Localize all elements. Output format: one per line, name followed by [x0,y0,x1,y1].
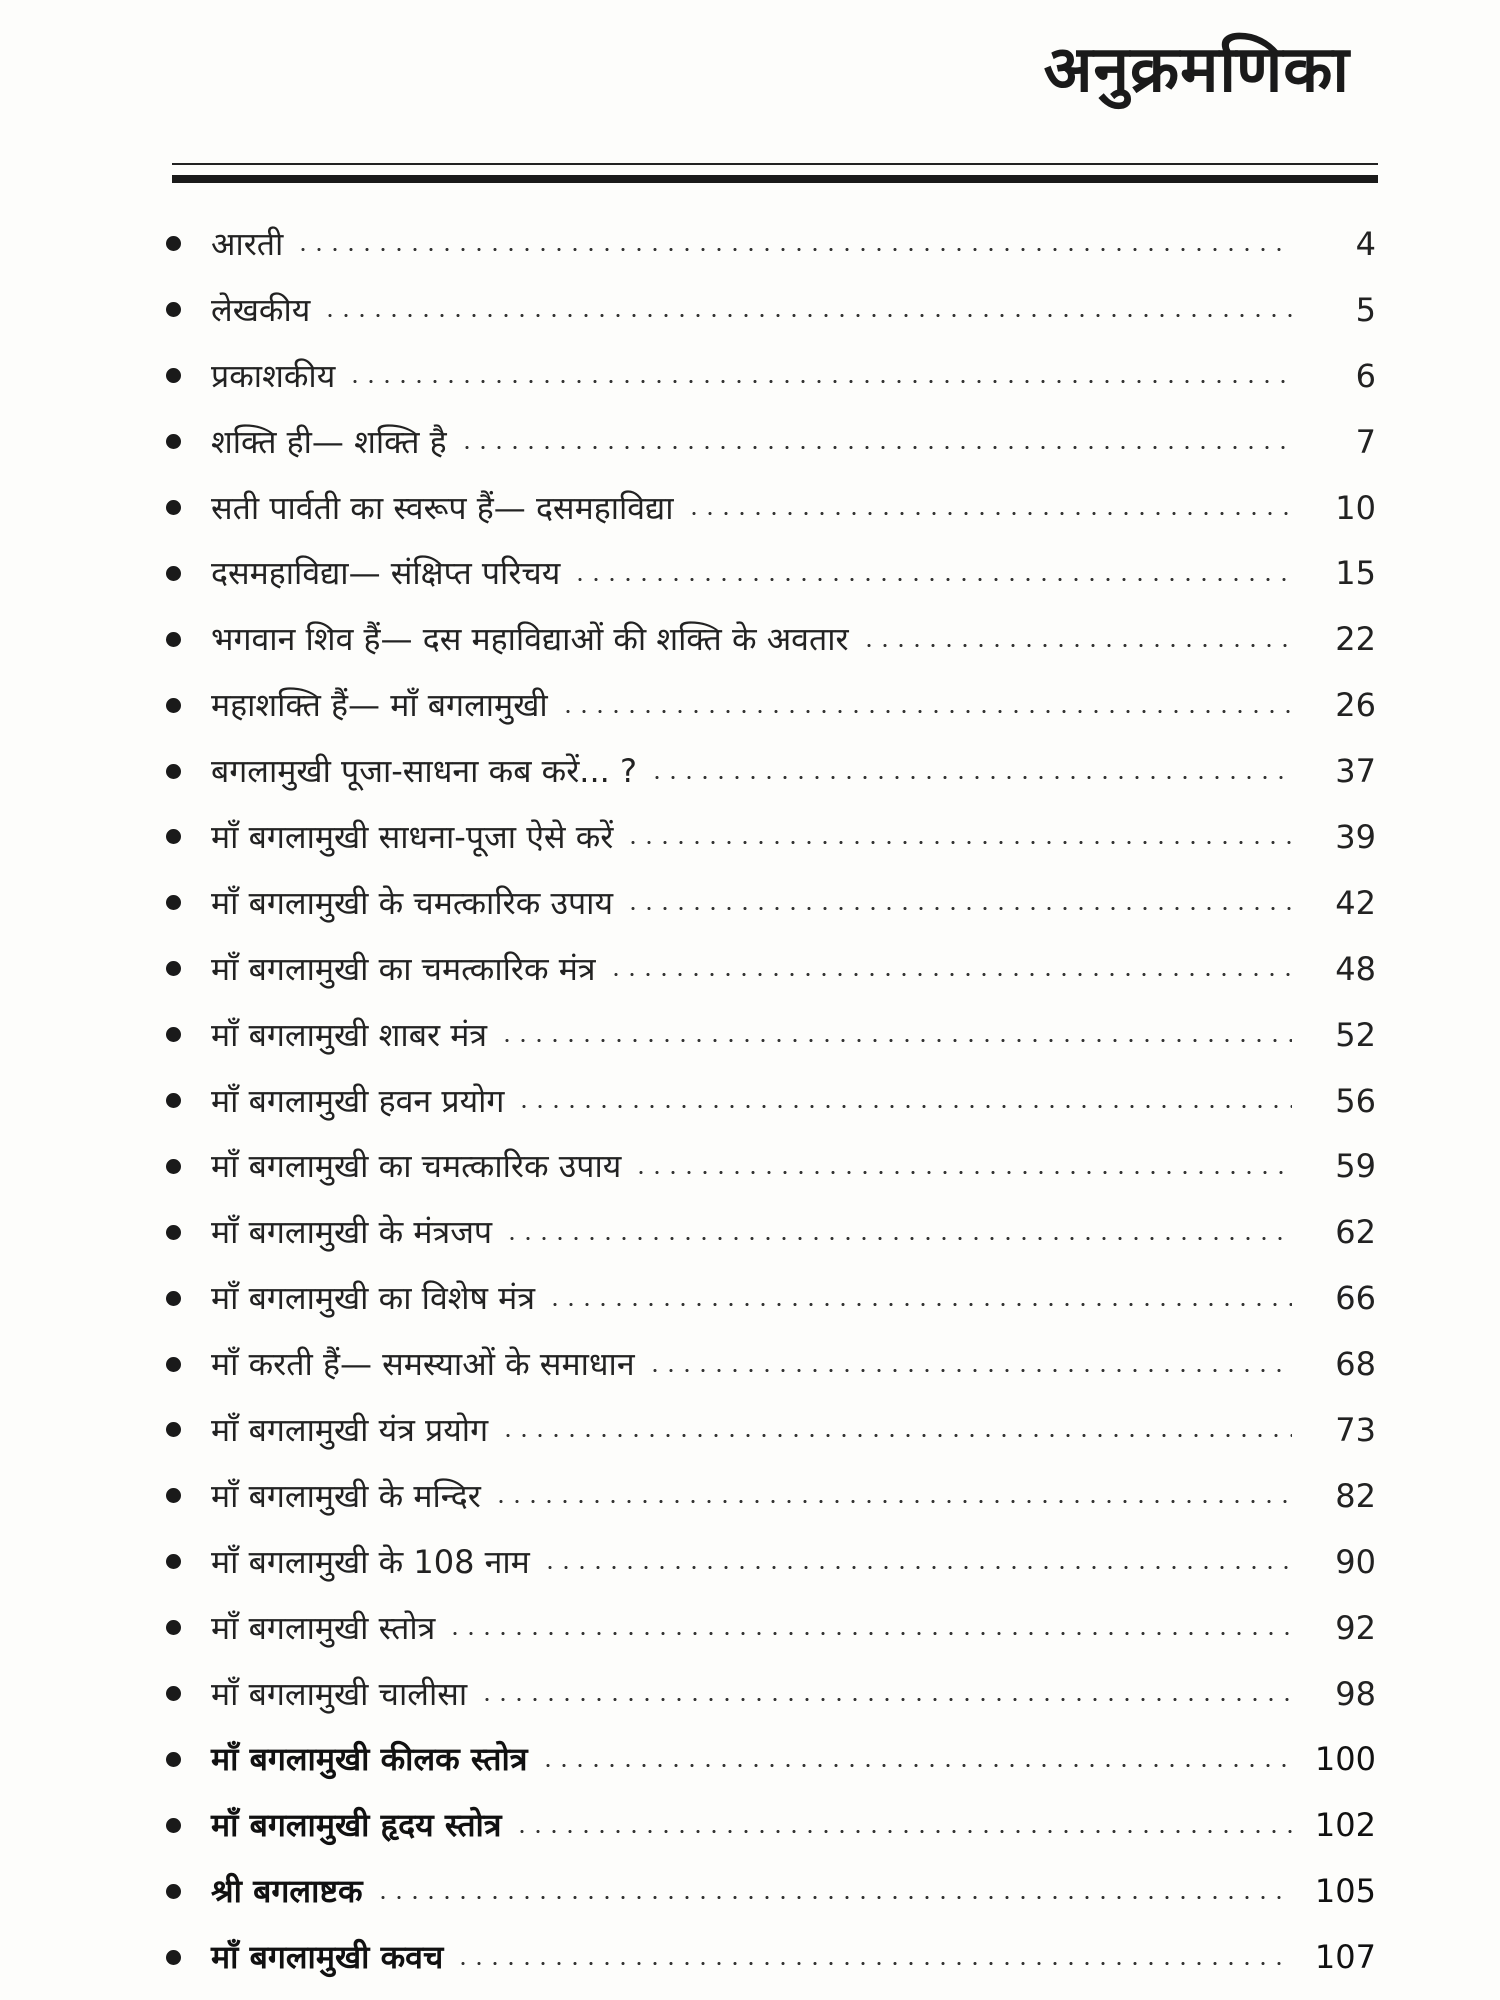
toc-entry-title: माँ बगलामुखी के मन्दिर [211,1476,481,1515]
toc-entry [166,1331,1376,1397]
toc-entry [166,1265,1376,1331]
bullet-icon [166,1488,181,1503]
page-title: अनुक्रमणिका [1043,33,1350,107]
toc-entry [166,1068,1376,1134]
bullet-icon [166,829,181,844]
toc-entry-page-number: 26 [1335,686,1376,725]
bullet-icon [166,434,181,449]
bullet-icon [166,1818,181,1833]
toc-entry-title: भगवान शिव हैं— दस महाविद्याओं की शक्ति के अवतार [211,620,849,659]
toc-entry-page-number: 90 [1335,1542,1376,1581]
toc-entry-page-number: 48 [1335,949,1376,988]
bullet-icon [166,698,181,713]
toc-entry [166,1002,1376,1068]
toc-entry-page-number: 92 [1335,1608,1376,1647]
toc-entry-page-number: 56 [1335,1081,1376,1120]
bullet-icon [166,961,181,976]
dot-leader [540,1764,1293,1767]
toc-entry-title: लेखकीय [211,290,311,329]
dot-leader [455,1962,1292,1965]
toc-entry-title: दसमहाविद्या— संक्षिप्त परिचय [211,554,561,593]
dot-leader [649,776,1292,779]
toc-entry [166,1924,1376,1990]
toc-entry [166,1397,1376,1463]
dot-leader [493,1500,1292,1503]
bullet-icon [166,1357,181,1372]
toc-entry-page-number: 73 [1335,1410,1376,1449]
dot-leader [633,1171,1292,1174]
dot-leader [479,1698,1292,1701]
bullet-icon [166,1686,181,1701]
toc-entry [166,936,1376,1002]
toc-entry [166,804,1376,870]
toc-entry-page-number: 107 [1314,1938,1376,1977]
toc-entry-title: माँ बगलामुखी चालीसा [211,1674,468,1713]
toc-entry-page-number: 68 [1335,1345,1376,1384]
toc-entry [166,1463,1376,1529]
toc-entry-page-number: 100 [1314,1740,1376,1779]
bullet-icon [166,1291,181,1306]
toc-entry-page-number: 66 [1335,1279,1376,1318]
toc-entry-title: माँ बगलामुखी के मंत्रजप [211,1213,493,1252]
toc-entry-page-number: 52 [1335,1015,1376,1054]
toc-entry [166,475,1376,541]
dot-leader [447,1632,1292,1635]
bullet-icon [166,500,181,515]
toc-entry [166,343,1376,409]
bullet-icon [166,1159,181,1174]
toc-entry [166,277,1376,343]
bullet-icon [166,368,181,383]
toc-entry-page-number: 62 [1335,1213,1376,1252]
dot-leader [504,1237,1292,1240]
toc-entry-title: माँ बगलामुखी हवन प्रयोग [211,1081,505,1120]
bullet-icon [166,632,181,647]
dot-leader [542,1566,1292,1569]
toc-entry-page-number: 4 [1355,224,1376,263]
dot-leader [861,644,1292,647]
toc-entry-title: सती पार्वती का स्वरूप हैं— दसमहाविद्या [211,488,674,527]
toc-entry [166,870,1376,936]
dot-leader [347,380,1292,383]
bullet-icon [166,236,181,251]
toc-entry [166,1529,1376,1595]
toc-entry [166,1858,1376,1924]
bullet-icon [166,1752,181,1767]
toc-entry-page-number: 6 [1355,356,1376,395]
bullet-icon [166,764,181,779]
toc-entry [166,211,1376,277]
toc-entry-title: माँ बगलामुखी का चमत्कारिक मंत्र [211,949,596,988]
toc-entry-title: माँ बगलामुखी शाबर मंत्र [211,1015,488,1054]
toc-entry-title: माँ करती हैं— समस्याओं के समाधान [211,1345,635,1384]
dot-leader [560,710,1292,713]
toc-entry [166,409,1376,475]
bullet-icon [166,1225,181,1240]
toc-entry-title: माँ बगलामुखी साधना-पूजा ऐसे करें [211,817,614,856]
dot-leader [647,1369,1292,1372]
dot-leader [375,1896,1292,1899]
toc-entry-title: शक्ति ही— शक्ति है [211,422,447,461]
title-divider-thin [172,163,1378,165]
toc-entry-title: माँ बगलामुखी के 108 नाम [211,1542,530,1581]
toc-entry [166,606,1376,672]
dot-leader [295,248,1292,251]
dot-leader [514,1830,1292,1833]
toc-entry-page-number: 22 [1335,620,1376,659]
bullet-icon [166,895,181,910]
toc-entry-title: माँ बगलामुखी कीलक स्तोत्र [211,1740,528,1779]
bullet-icon [166,1950,181,1965]
toc-entry [166,1792,1376,1858]
toc-entry-page-number: 15 [1335,554,1376,593]
dot-leader [500,1434,1292,1437]
bullet-icon [166,302,181,317]
dot-leader [322,314,1292,317]
toc-entry-title: महाशक्ति हैं— माँ बगलामुखी [211,686,548,725]
toc-entry-title: माँ बगलामुखी कवच [211,1938,444,1977]
toc-entry-page-number: 5 [1355,290,1376,329]
toc-entry-page-number: 105 [1314,1872,1376,1911]
toc-entry-page-number: 37 [1335,752,1376,791]
toc-entry [166,672,1376,738]
toc-entry [166,540,1376,606]
toc-entry-title: माँ बगलामुखी का चमत्कारिक उपाय [211,1147,622,1186]
toc-entry [166,1726,1376,1792]
toc-entry-title: माँ बगलामुखी के चमत्कारिक उपाय [211,883,614,922]
table-of-contents [166,211,1376,1990]
toc-entry-title: माँ बगलामुखी हृदय स्तोत्र [211,1806,502,1845]
toc-entry-title: आरती [211,224,284,263]
toc-entry [166,1133,1376,1199]
dot-leader [516,1105,1292,1108]
dot-leader [608,973,1292,976]
toc-entry-page-number: 10 [1335,488,1376,527]
bullet-icon [166,1422,181,1437]
bullet-icon [166,1620,181,1635]
toc-entry [166,1595,1376,1661]
dot-leader [625,907,1292,910]
toc-entry-page-number: 39 [1335,817,1376,856]
bullet-icon [166,1093,181,1108]
toc-entry [166,1199,1376,1265]
toc-entry-title: प्रकाशकीय [211,356,336,395]
bullet-icon [166,1027,181,1042]
dot-leader [499,1039,1292,1042]
toc-entry-page-number: 82 [1335,1476,1376,1515]
toc-entry [166,738,1376,804]
title-divider-thick [172,175,1378,183]
toc-entry-title: बगलामुखी पूजा-साधना कब करें... ? [211,752,637,791]
toc-entry [166,1661,1376,1727]
toc-entry-page-number: 7 [1355,422,1376,461]
toc-entry-page-number: 59 [1335,1147,1376,1186]
toc-entry-title: श्री बगलाष्टक [211,1872,363,1911]
dot-leader [686,512,1292,515]
toc-entry-page-number: 102 [1314,1806,1376,1845]
bullet-icon [166,1554,181,1569]
bullet-icon [166,566,181,581]
toc-entry-title: माँ बगलामुखी का विशेष मंत्र [211,1279,535,1318]
toc-entry-page-number: 98 [1335,1674,1376,1713]
dot-leader [572,578,1292,581]
toc-entry-title: माँ बगलामुखी स्तोत्र [211,1608,436,1647]
toc-entry-page-number: 42 [1335,883,1376,922]
dot-leader [547,1303,1292,1306]
toc-entry-title: माँ बगलामुखी यंत्र प्रयोग [211,1410,489,1449]
bullet-icon [166,1884,181,1899]
dot-leader [625,841,1292,844]
dot-leader [459,446,1292,449]
